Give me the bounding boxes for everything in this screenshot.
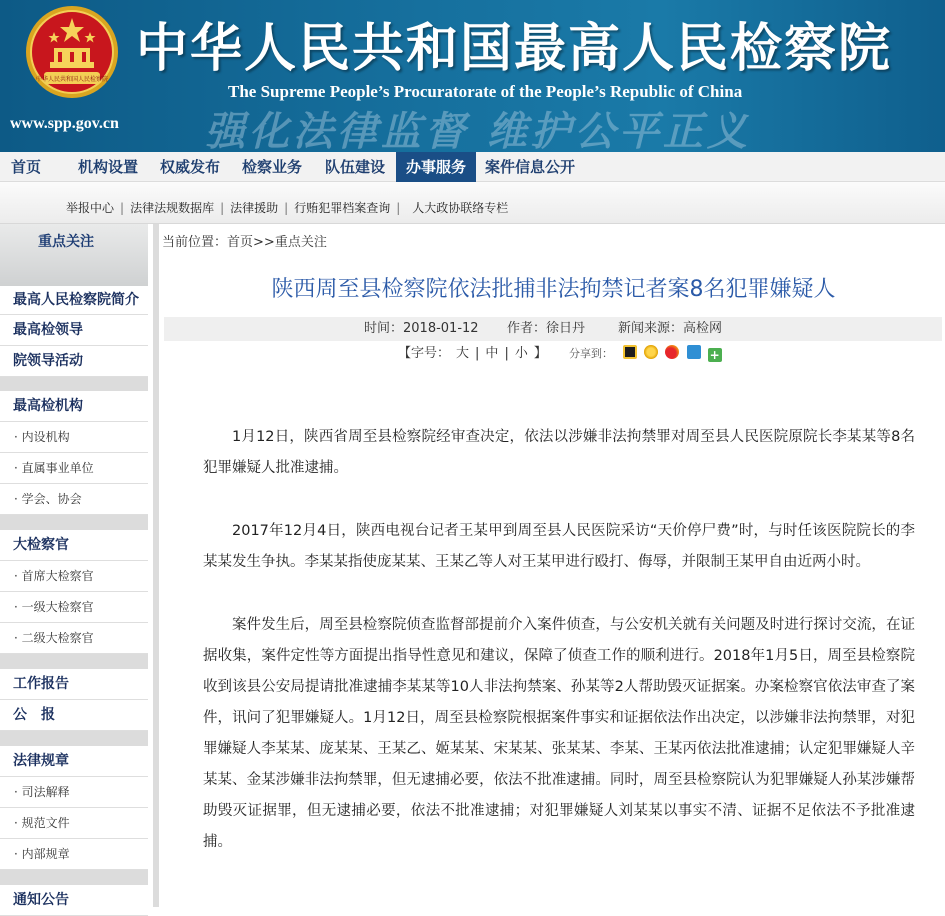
sidebar-divider [0,870,148,885]
main-content [162,224,945,907]
article-source: 新闻来源：高检网 [618,321,723,336]
tencent-weibo-share-icon[interactable] [687,345,701,359]
sidebar-item-judicial-interpretations[interactable]: · 司法解释 [0,777,148,808]
article-paragraph: 1月12日，陕西省周至县检察院经审查决定，依法以涉嫌非法拘禁罪对周至县人民医院原院长李某某等8名犯罪嫌疑人批准逮捕。 [203,429,915,476]
sidebar-item-leaders[interactable]: 最高检领导 [0,315,148,346]
sidebar-item-second-class[interactable]: · 二级大检察官 [0,623,148,654]
sidebar-item-first-class[interactable]: · 一级大检察官 [0,592,148,623]
sidebar-item-regulations[interactable]: 法律规章 [0,746,148,777]
article-paragraph: 案件发生后，周至县检察院侦查监督部提前介入案件侦查，与公安机关就有关问题及时进行探讨交流，在证据收集，案件定性等方面提出指导性意见和建议，保障了侦查工作的顺利进行。2018年1月5日，周至县检察院收到该县公安局提请批准逮捕李某某等10人非法拘禁案、孙某等2人帮助毁灭证据案。办案检察官依法审查了案件，讯问了犯罪嫌疑人。1月12日，周至县检察院根据案件事实和证据依法作出决定，以涉嫌非法拘禁罪，对犯罪嫌疑人李某某、庞某某、王某乙、姬某某、宋某某、张某某、李某、王某丙依法批准逮捕；认定犯罪嫌疑人辛某某、金某涉嫌非法拘禁罪，但无逮捕必要，依法不批准逮捕。同时，周至县检察院认为犯罪嫌疑人孙某涉嫌帮助毁灭证据罪，但无逮捕必要，依法不批准逮捕；对犯罪嫌疑人刘某某以事实不清、证据不足依法不予批准逮捕。 [203,617,915,850]
sidebar-divider [0,654,148,669]
sidebar-item-leader-activities[interactable]: 院领导活动 [0,346,148,377]
qzone-share-icon[interactable] [644,345,658,359]
banner-slogan: 强化法律监督 维护公平正义 [205,108,751,152]
sidebar [0,224,148,907]
breadcrumb-current-link[interactable]: 重点关注 [274,235,327,250]
site-title-en: The Supreme People’s Procuratorate of the People’s Republic of China [228,82,743,101]
article-tools: 【字号： 大 | 中 | 小 】 分享到： + [398,346,720,362]
sidebar-item-bulletin[interactable]: 公 报 [0,700,148,731]
font-size-small-button[interactable]: 小 [514,346,528,361]
subnav-npc-cppcc[interactable]: 人大政协联络专栏 [412,201,509,215]
subnav-legal-aid[interactable]: 法律援助 [230,201,279,215]
nav-case-info[interactable]: 案件信息公开 [484,158,575,176]
subnav-report-center[interactable]: 举报中心 [66,201,115,215]
breadcrumb [162,232,945,256]
article-author: 作者：徐日丹 [507,321,586,336]
sidebar-item-grand-procurators[interactable]: 大检察官 [0,530,148,561]
nav-services[interactable]: 办事服务 [396,152,476,182]
procuratorate-emblem-icon [24,4,120,100]
sidebar-item-intro[interactable]: 最高人民检察院简介 [0,286,148,315]
site-title-cn: 中华人民共和国最高人民检察院 [136,18,893,79]
sidebar-item-work-report[interactable]: 工作报告 [0,669,148,700]
sidebar-item-societies[interactable]: · 学会、协会 [0,484,148,515]
sub-nav: 举报中心 | 法律法规数据库 | 法律援助 | 行贿犯罪档案查询 | 人大政协联络专栏 [0,182,945,224]
more-share-icon[interactable]: + [709,348,720,362]
emblem-text: 中华人民共和国人民检察院 [35,76,109,83]
font-size-end: 】 [533,346,547,361]
sidebar-item-internal[interactable]: · 内设机构 [0,422,148,453]
font-size-label: 【字号： [398,346,451,361]
sidebar-item-notices[interactable]: 通知公告 [0,885,148,916]
sidebar-item-internal-rules[interactable]: · 内部规章 [0,839,148,870]
nav-procuratorial-business[interactable]: 检察业务 [241,158,302,176]
share-label: 分享到： [569,347,613,360]
qq-share-icon[interactable] [623,345,637,359]
font-size-medium-button[interactable]: 中 [485,346,499,361]
column-divider [153,224,159,907]
nav-releases[interactable]: 权威发布 [159,158,220,176]
article-time: 时间：2018-01-12 [364,321,479,336]
subnav-law-database[interactable]: 法律法规数据库 [130,201,215,215]
font-size-large-button[interactable]: 大 [456,346,470,361]
sidebar-divider [0,377,148,391]
sidebar-item-agencies[interactable]: 最高检机构 [0,391,148,422]
sidebar-divider [0,515,148,530]
article-meta [164,317,942,341]
breadcrumb-prefix: 当前位置： [162,235,228,250]
weibo-share-icon[interactable] [665,345,679,359]
sidebar-item-chief[interactable]: · 首席大检察官 [0,561,148,592]
nav-home[interactable]: 首页 [10,158,41,176]
sidebar-divider [0,731,148,746]
site-banner [0,0,945,152]
site-url: www.spp.gov.cn [10,115,119,132]
nav-organization[interactable]: 机构设置 [77,158,138,176]
sidebar-heading-label: 重点关注 [38,234,94,250]
main-nav [0,152,945,182]
subnav-bribery-records[interactable]: 行贿犯罪档案查询 [294,201,391,215]
article-paragraph: 2017年12月4日，陕西电视台记者王某甲到周至县人民医院采访“天价停尸费”时，与时任该医院院长的李某某发生争执。李某某指使庞某某、王某乙等人对王某甲进行殴打、侮辱，并限制王某甲自由近两小时。 [203,523,915,570]
article-title: 陕西周至县检察院依法批捕非法拘禁记者案8名犯罪嫌疑人 [271,277,836,302]
nav-team-building[interactable]: 队伍建设 [324,158,385,176]
sidebar-heading [0,224,148,286]
sidebar-item-normative-documents[interactable]: · 规范文件 [0,808,148,839]
breadcrumb-home-link[interactable]: 首页 [227,235,254,250]
article-body [203,422,915,890]
sidebar-item-affiliated[interactable]: · 直属事业单位 [0,453,148,484]
breadcrumb-separator: >> [253,235,275,250]
